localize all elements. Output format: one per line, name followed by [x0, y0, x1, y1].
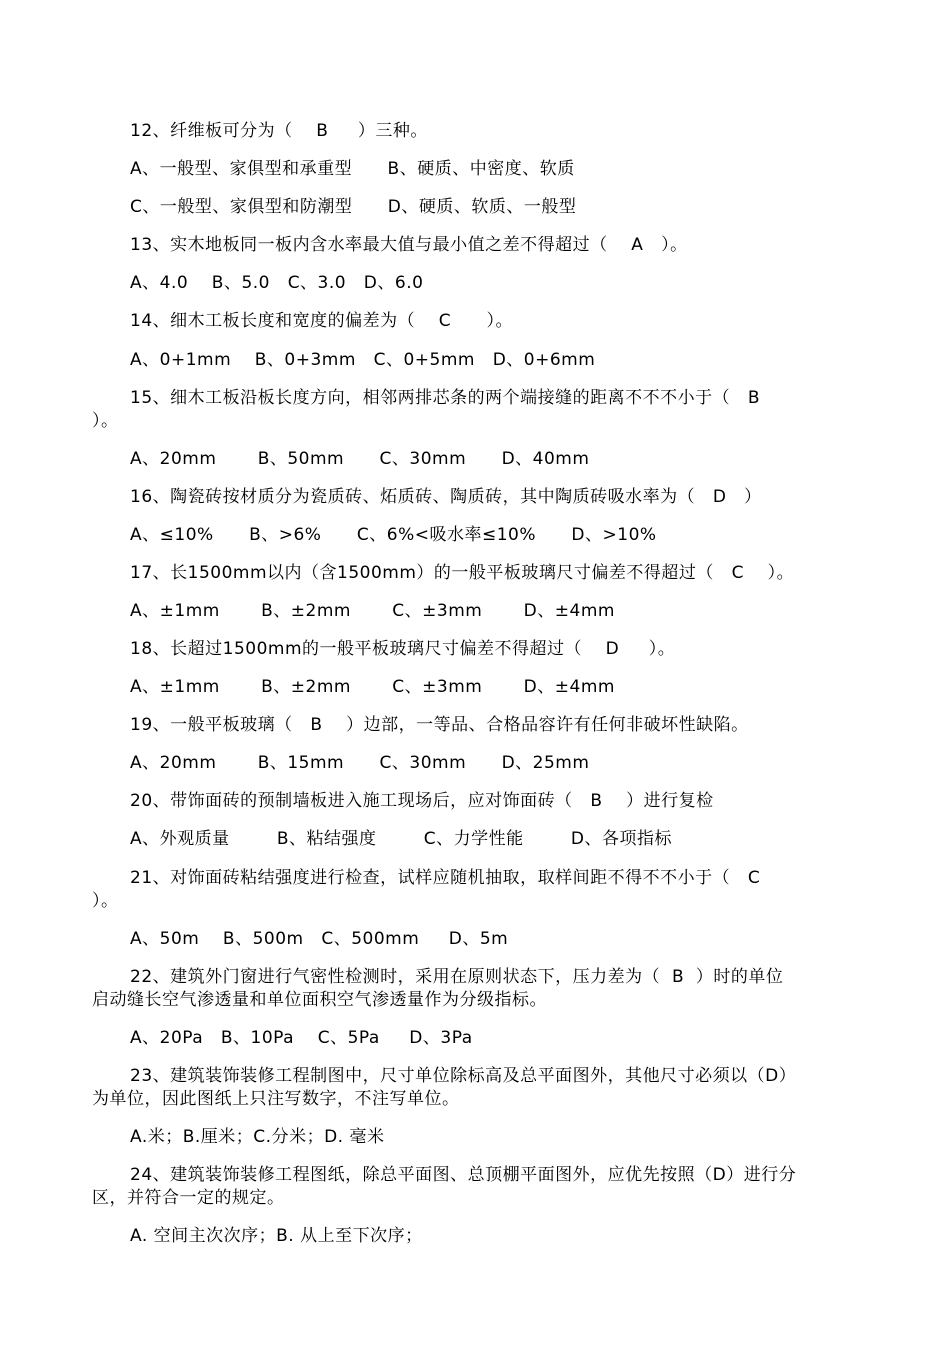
question-12: 12、纤维板可分为（ B ）三种。	[130, 121, 428, 141]
question-12-options-cd: C、一般型、家俱型和防潮型 D、硬质、软质、一般型	[130, 197, 577, 217]
question-18-options: A、±1mm B、±2mm C、±3mm D、±4mm	[130, 677, 615, 697]
question-20: 20、带饰面砖的预制墙板进入施工现场后，应对饰面砖（ B ）进行复检	[130, 791, 714, 811]
question-19-options: A、20mm B、15mm C、30mm D、25mm	[130, 753, 590, 773]
question-15-continued: ）。	[92, 411, 119, 431]
question-23-continued: 为单位，因此图纸上只注写数字，不注写单位。	[92, 1089, 460, 1109]
question-16: 16、陶瓷砖按材质分为瓷质砖、炻质砖、陶质砖，其中陶质砖吸水率为（ D ）	[130, 487, 762, 507]
question-18: 18、长超过1500mm的一般平板玻璃尺寸偏差不得超过（ D ）。	[130, 639, 676, 659]
question-21-continued: ）。	[92, 891, 119, 911]
question-21: 21、对饰面砖粘结强度进行检查，试样应随机抽取，取样间距不得不不小于（ C	[130, 868, 761, 888]
question-23-options: A.米；B.厘米；C.分米；D. 毫米	[130, 1127, 385, 1147]
question-24-options: A. 空间主次次序；B. 从上至下次序；	[130, 1226, 423, 1246]
question-22-continued: 启动缝长空气渗透量和单位面积空气渗透量作为分级指标。	[92, 990, 547, 1010]
question-22: 22、建筑外门窗进行气密性检测时，采用在原则状态下，压力差为（ B ）时的单位	[130, 967, 784, 987]
question-24: 24、建筑装饰装修工程图纸，除总平面图、总顶棚平面图外，应优先按照（D）进行分	[130, 1165, 797, 1185]
question-12-options-ab: A、一般型、家俱型和承重型 B、硬质、中密度、软质	[130, 159, 575, 179]
question-22-options: A、20Pa B、10Pa C、5Pa D、3Pa	[130, 1028, 473, 1048]
question-17-options: A、±1mm B、±2mm C、±3mm D、±4mm	[130, 601, 615, 621]
question-21-options: A、50m B、500m C、500mm D、5m	[130, 929, 509, 949]
question-15: 15、细木工板沿板长度方向，相邻两排芯条的两个端接缝的距离不不不小于（ B	[130, 388, 761, 408]
question-17: 17、长1500mm以内（含1500mm）的一般平板玻璃尺寸偏差不得超过（ C ）。	[130, 563, 795, 583]
question-15-options: A、20mm B、50mm C、30mm D、40mm	[130, 449, 590, 469]
question-19: 19、一般平板玻璃（ B ）边部，一等品、合格品容许有任何非破坏性缺陷。	[130, 715, 749, 735]
question-14-options: A、0+1mm B、0+3mm C、0+5mm D、0+6mm	[130, 350, 596, 370]
question-14: 14、细木工板长度和宽度的偏差为（ C ）。	[130, 311, 514, 331]
question-16-options: A、≤10% B、>6% C、6%<吸水率≤10% D、>10%	[130, 525, 657, 545]
question-20-options: A、外观质量 B、粘结强度 C、力学性能 D、各项指标	[130, 829, 672, 849]
question-13: 13、实木地板同一板内含水率最大值与最小值之差不得超过（ A ）。	[130, 235, 688, 255]
question-23: 23、建筑装饰装修工程制图中，尺寸单位除标高及总平面图外，其他尺寸必须以（D）	[130, 1066, 797, 1086]
question-24-continued: 区，并符合一定的规定。	[92, 1188, 285, 1208]
question-13-options: A、4.0 B、5.0 C、3.0 D、6.0	[130, 273, 424, 293]
